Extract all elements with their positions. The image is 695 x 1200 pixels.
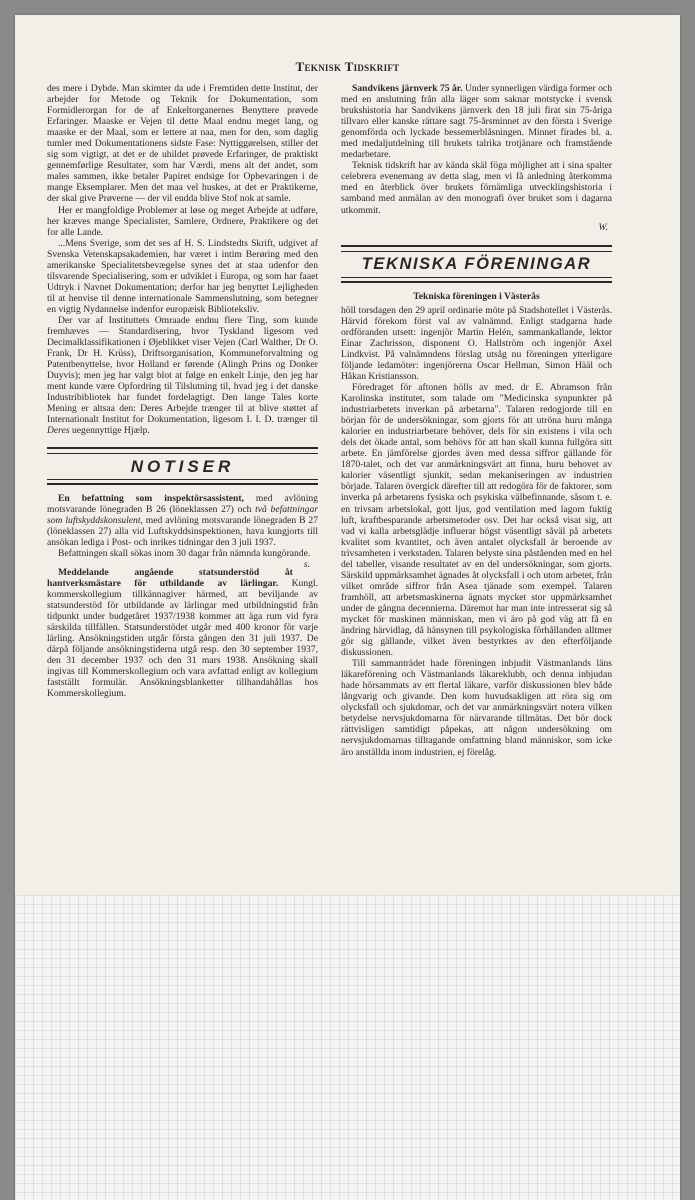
- paragraph: ...Mens Sverige, som det ses af H. S. Lindstedts Skrift, udgivet af Svenska Vetenskapsakademien, har været i intim Berøring med den amerikanske Specialitetsbevægelse synes det at staa udenfor den tilsvarende Specialisering, som er udviklet i Europa, og som har faaet Udtryk i Navnet Dokumentation; derfor har jeg benyttet Lejligheden til at henvise til denne internationale Sammenslutning, som betegner en vigtig Nydannelse indenfor europæisk Biblioteksliv.: [47, 237, 318, 315]
- notice-item: Meddelande angående statsunderstöd åt hantverksmästare för utbildande av lärlingar. Kungl. kommerskollegium tillkännagiver härmed, att beviljande av statsunderstöd för utbildande av lärlingar med utbildningstid från tidpunkt under budgetåret 1937/1938 kommer att äga rum vid fyra särskilda tillfällen. Statsunderstödet utgår med 400 kronor för varje lärling. Ansökningstiden utgår första gången den 31 juli 1937. De därpå följande ansökningstiderna utgå resp. den 30 september 1937, den 31 december 1937 och den 31 mars 1938. Ansökning skall ingivas till Kommerskollegium och vara avfattad enligt av kollegium fastställt formulär. Ansökningsblanketter tillhandahållas hos Kommerskollegium.: [47, 566, 318, 700]
- document-page: [15, 15, 680, 1200]
- notiser-banner: [47, 447, 318, 485]
- signature: W.: [598, 221, 608, 233]
- paragraph: Der var af Instituttets Omraade endnu flere Ting, som kunde fremhæves — Standardisering, hvor Tyskland ligesom ved Decimalklassifikationen i Øjeblikket viser Vejen (Carl Walther, Dr O. Frank, Dr H. Krüss), Driftsorganisation, Kommuneforvaltning og Patentbenyttelse, hvor Holland er førende (Alingh Prins og Donker Duyvis); men jeg har valgt blot at følge en enkelt Linje, den jeg har ment kunde være Opfordring til Tilslutning til, hvad jeg i det danske Industribibliotek har fundet fordelagtigt. Den lange Tales korte Mening er altsaa den: Deres Arbejde trænger til at blive støttet af Internationalt Institut for Dokumentation, ligesom I. I. D. trænger til Deres uegennyttige Hjælp.: [47, 314, 318, 437]
- foreningar-banner: [341, 245, 612, 283]
- left-column: [47, 83, 318, 699]
- paragraph: Her er mangfoldige Problemer at løse og meget Arbejde at udføre, her kræves mange Specialister, Samlere, Ordnere, Praktikere og det for alle Lande.: [47, 204, 318, 238]
- right-column: [341, 83, 612, 758]
- section-title: NOTISER: [47, 453, 318, 480]
- notice-item: En befattning som inspektörsassistent, med avlöning motsvarande lönegraden B 26 (löneklassen 27) och två befattningar som luftskyddskonsulent, med avlöning motsvarande lönegraden B 27 (löneklassen 27) alla vid Luftskyddsinspektionen, hava kungjorts till ansökan lediga i Post- och inrikes tidningar den 3 juli 1937.: [47, 492, 318, 548]
- journal-header: Teknisk Tidskrift: [295, 59, 400, 74]
- paragraph: Föredraget för aftonen hölls av med. dr E. Abramson från Karolinska institutet, som talade om "Medicinska synpunkter på industriarbetets inverkan på arbetarna". Talaren redogjorde till en början för de undersökningar, som gjorts för att utröna huru många kalorier en industriarbetare behöver, dels för sin existens i vila och dels det ökade antal, som behövs för att han skall kunna fullgöra sitt arbete. En jämförelse gjordes även med dessa siffror gällande för 1870-talet, och det var anmärkningsvärt att finna, huru behovet av kalorier väsentligt sjunkit, sedan mekaniseringen av industrien började. Talaren övergick därefter till att redogöra för de faktorer, som inverka på arbetarens fysiska och psykiska välbefinnande, såsom t. e. en trivsam arbetslokal, gott ljus, god ventilation med lagom fuktig luft, kraftbesparande arbetsmetoder osv. Det har också visat sig, att vad vi kalla arbetsglädje influerar högst väsentligt såväl på arbetets kvalitet som kvantitet, och även antalet olycksfall är beroende av trivsamheten i verkstaden. Talaren belyste sina påståenden med en hel del tabeller, visande resultatet av en del undersökningar, som gjorts. Särskild uppmärksamhet ägnades åt olycksfall i och utom arbetet, från vilket område siffror från Asea tjänade som exempel. Talaren framhöll, att arbetsmaskinerna ägnats mycket stor uppmärksamhet under de gångna decennierna. Däremot har man inte intresserat sig så mycket för maskinen människan, men vi äro på god väg att få en ändring härvidlag, då hänsynen till psykologiska förhållanden alltmer gör sig gällande, vilket även bestyrktes av den efterföljande diskussionen.: [341, 381, 612, 659]
- notice-item: Sandvikens järnverk 75 år. Under synnerligen värdiga former och med en anslutning från alla läger som saknar motstycke i svensk brukshistoria har Sandvikens järnverk den 18 juli firat sin 75-åriga tillvaro eller kanske rättare sagt 75-årsminnet av den första i Sverige genomförda och lyckade bessemerblåsningen. Minnet firades bl. a. med medaljutdelning till brukets talrika trotjänare och framstående medarbetare.: [341, 83, 612, 161]
- paragraph: höll torsdagen den 29 april ordinarie möte på Stadshotellet i Västerås. Härvid förekom först val av valnämnd. Enligt stadgarna hade ordföranden utsett: ingenjör Martin Helén, sammankallande, lektor Einar Zachrisson, disponent O. Hallström och ingenjör Axel Lindkvist. På valnämndens förslag utsåg nu föreningen ytterligare följande ledamöter: ingenjörerna Oscar Hellman, Simon Hääl och Håkan Kristiansson.: [341, 304, 612, 382]
- paragraph: des mere i Dybde. Man skimter da ude i Fremtiden dette Institut, der arbejder for Metode og Teknik for Dokumentation, som Formidlerorgan for de af Enkeltorganernes Benyttere prøvede Erfaringer. Maaske er Vejen til dette Maal endnu meget lang, og maaske er der Maal, som er lettere at naa, men for den, som daglig tumler med Dokumentationens sidste Fase: Nyttiggørelsen, stiller det sig som vigtigt, at det er de uhildet prøvede Erfaringer, de praktiskt gennemførlige Resultater, som har Værdi, mens alt det andet, som males sammen, ikke betaler Papiret endsige for Opbevaringen i de mange Eksemplarer. Men det maa vel huskes, at det er Praktikerne, der skal give Prøverne — der vil endda blive Stof nok at samle.: [47, 83, 318, 205]
- signature: s.: [303, 558, 310, 570]
- subheading: Tekniska föreningen i Västerås: [413, 290, 540, 302]
- graph-paper-backing: [15, 895, 680, 1200]
- paragraph: Teknisk tidskrift har av kända skäl föga möjlighet att i sina spalter celebrera evenemang av detta slag, men vi få anledning återkomma med en återblick över brukets förnämliga utvecklingshistoria i samband med anmälan av den monografi över bruket som i dagarna utkommit.: [341, 160, 612, 216]
- section-title: TEKNISKA FÖRENINGAR: [341, 251, 612, 278]
- paragraph: Till sammanträdet hade föreningen inbjudit Västmanlands läns läkareförening och Västmanlands läkareklubb, och denna inbjudan hade hörsammats av ett flertal läkare, varför diskussionen blev både långvarig och givande. Den kom huvudsakligen att röra sig om olycksfall och sjukdomar, och det var anmärkningsvärt notera vilken betydelse nervsjukdomarna för närvarande tillmätas. Det bör dock rättvisligen samtidigt påpekas, att någon undersökning om nervsjukdomarnas tilltagande omfattning bland människor, som icke äro anställda inom industrien, ej förelåg.: [341, 658, 612, 758]
- notice-item-continued: Befattningen skall sökas inom 30 dagar från nämnda kungörande. s.: [58, 547, 311, 570]
